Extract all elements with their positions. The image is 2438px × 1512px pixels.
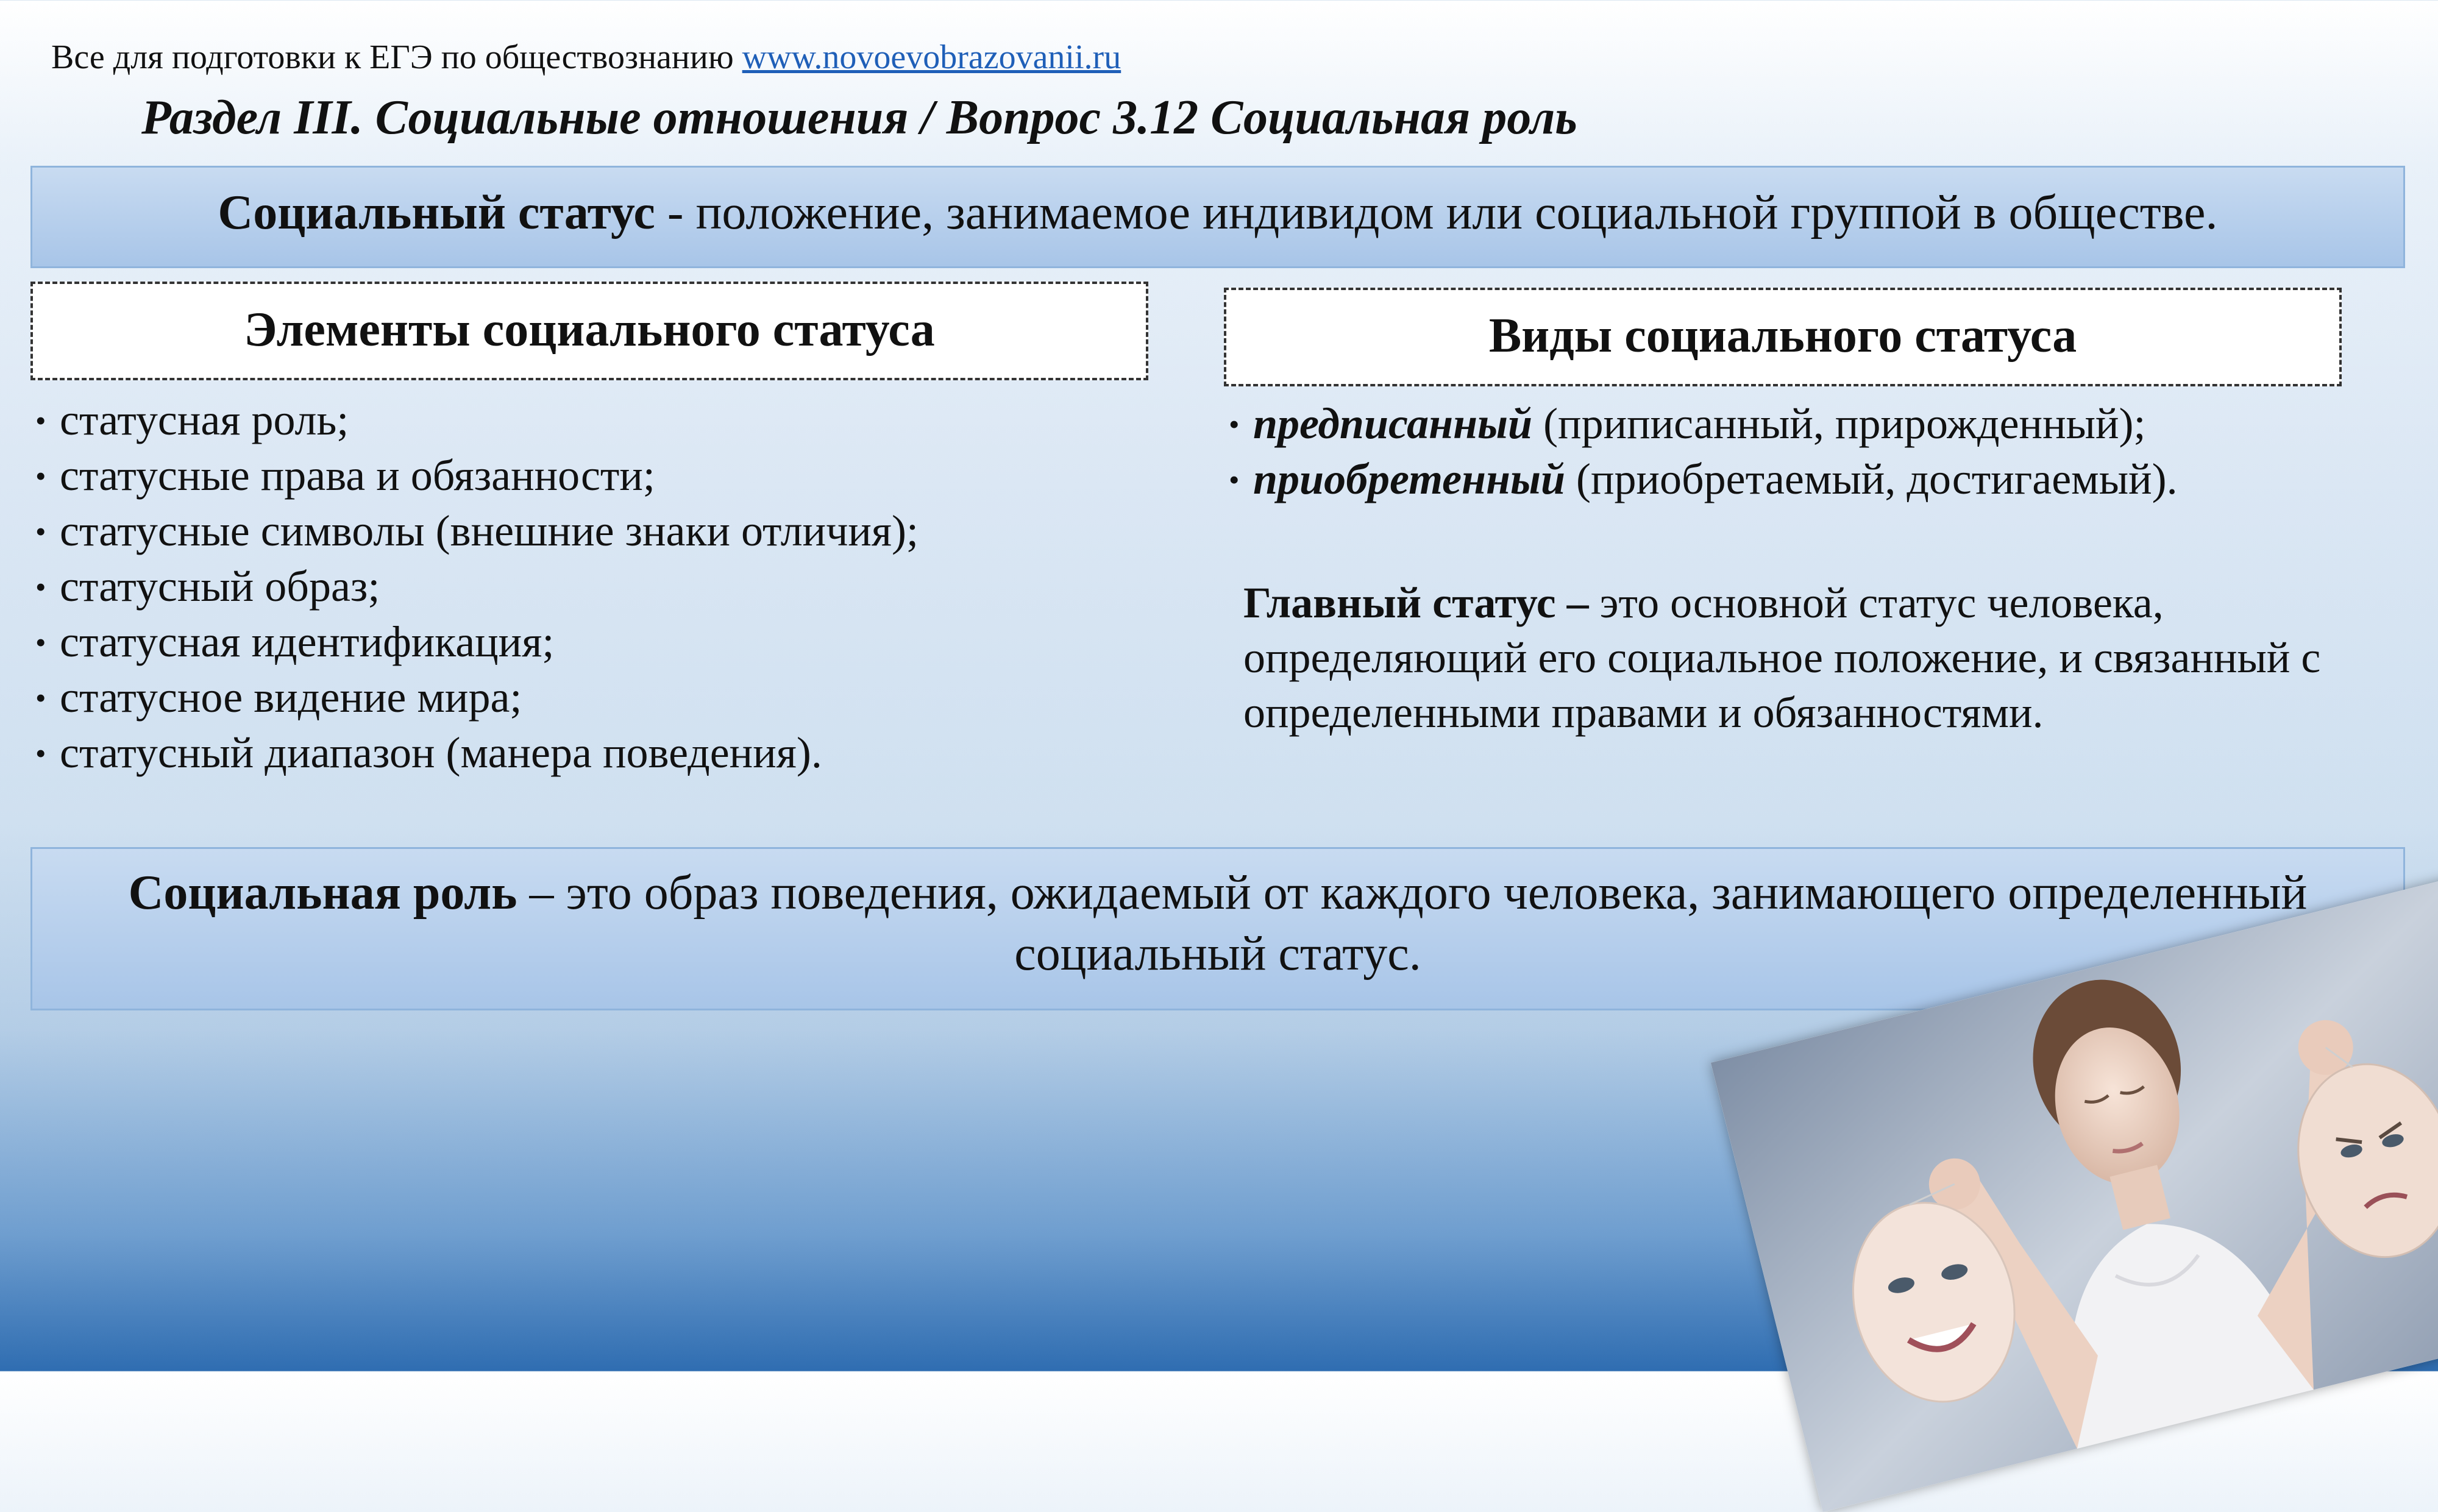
role-definition-text: – это образ поведения, ожидаемый от каждого человека, занимающего определенный социальный статус. xyxy=(517,866,2308,981)
main-status-paragraph xyxy=(1243,575,2401,740)
bullet-icon: • xyxy=(1229,407,1240,441)
list-item: • статусная роль; xyxy=(35,392,919,448)
list-item: • статусные права и обязанности; xyxy=(35,448,919,503)
types-heading-box xyxy=(1224,288,2342,386)
bullet-icon: • xyxy=(35,736,46,770)
elements-list xyxy=(35,392,919,781)
section-title: Раздел III. Социальные отношения / Вопрос 3.12 Социальная роль xyxy=(141,91,1577,144)
main-status-term: Главный статус – xyxy=(1243,578,1589,627)
top-line xyxy=(51,38,1121,77)
bullet-icon: • xyxy=(35,459,46,493)
bullet-icon: • xyxy=(35,625,46,659)
bullet-icon: • xyxy=(1229,463,1240,497)
elements-heading: Элементы социального статуса xyxy=(244,303,935,357)
elements-heading-box xyxy=(30,282,1148,380)
list-item: • статусные символы (внешние знаки отличия); xyxy=(35,503,919,559)
status-definition-banner xyxy=(30,166,2405,268)
status-term: Социальный статус xyxy=(218,186,655,240)
list-item: • статусная идентификация; xyxy=(35,614,919,670)
site-link[interactable]: www.novoevobrazovanii.ru xyxy=(742,38,1121,76)
list-item: • статусный диапазон (манера поведения). xyxy=(35,725,919,781)
list-item: • приобретенный (приобретаемый, достигаемый). xyxy=(1229,452,2178,507)
types-heading: Виды социального статуса xyxy=(1488,309,2077,363)
list-item: • статусный образ; xyxy=(35,559,919,614)
top-line-text: Все для подготовки к ЕГЭ по обществознанию xyxy=(51,38,742,76)
bullet-icon: • xyxy=(35,514,46,548)
status-definition-text: - положение, занимаемое индивидом или социальной группой в обществе. xyxy=(655,186,2218,240)
bullet-icon: • xyxy=(35,403,46,438)
role-term: Социальная роль xyxy=(128,866,517,920)
types-list xyxy=(1229,396,2178,507)
main-status-text: это основной статус человека, определяющий его социальное положение, и связанный с определенными правами и обязанностями. xyxy=(1243,578,2321,737)
bullet-icon: • xyxy=(35,681,46,715)
list-item: • предписанный (приписанный, прирожденный); xyxy=(1229,396,2178,452)
bullet-icon: • xyxy=(35,570,46,604)
list-item: • статусное видение мира; xyxy=(35,670,919,725)
